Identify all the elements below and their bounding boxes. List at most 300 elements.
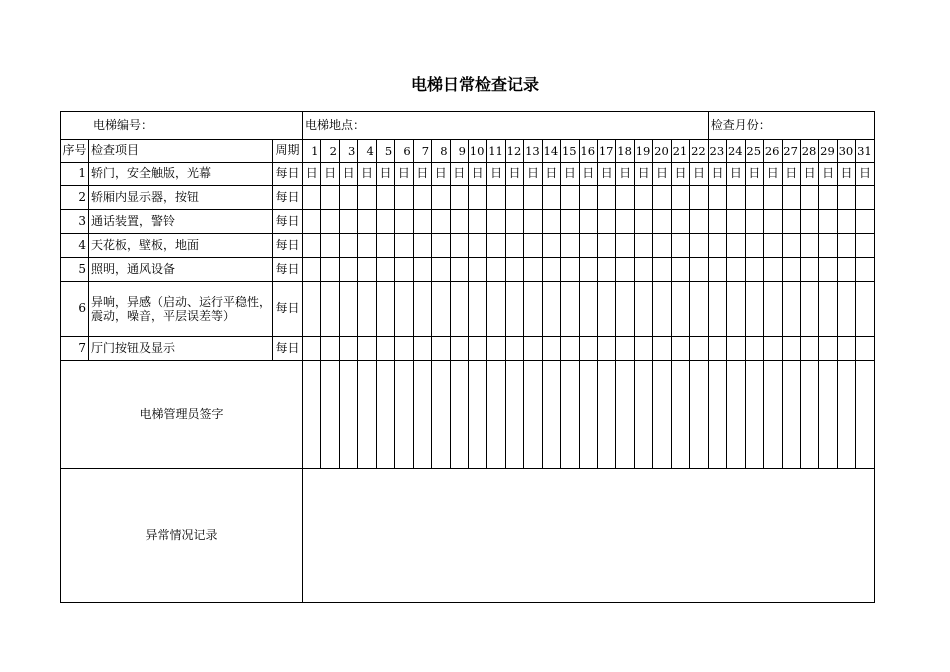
day-cell[interactable] xyxy=(616,234,634,258)
day-cell[interactable]: 日 xyxy=(303,163,321,186)
day-cell[interactable] xyxy=(708,258,726,282)
day-cell[interactable] xyxy=(819,258,837,282)
day-cell[interactable] xyxy=(800,337,818,361)
day-cell[interactable] xyxy=(634,186,652,210)
day-cell[interactable] xyxy=(487,234,505,258)
elevator-location-label: 电梯地点： xyxy=(303,112,709,140)
day-cell[interactable] xyxy=(413,282,431,337)
day-cell[interactable] xyxy=(782,282,800,337)
day-cell[interactable] xyxy=(450,282,468,337)
day-cell[interactable] xyxy=(432,210,450,234)
day-cell[interactable] xyxy=(561,210,579,234)
day-cell[interactable] xyxy=(303,210,321,234)
day-cell[interactable] xyxy=(524,282,542,337)
day-cell[interactable] xyxy=(819,282,837,337)
day-cell[interactable]: 日 xyxy=(634,163,652,186)
day-cell[interactable]: 日 xyxy=(782,163,800,186)
day-cell[interactable] xyxy=(376,210,394,234)
day-cell[interactable] xyxy=(616,210,634,234)
signature-day-cell[interactable] xyxy=(487,361,505,469)
day-cell[interactable] xyxy=(432,282,450,337)
day-cell[interactable]: 日 xyxy=(671,163,689,186)
signature-day-cell[interactable] xyxy=(303,361,321,469)
day-header: 10 xyxy=(468,140,486,163)
signature-day-cell[interactable] xyxy=(450,361,468,469)
day-cell[interactable] xyxy=(598,186,616,210)
day-cell[interactable] xyxy=(579,234,597,258)
day-cell[interactable] xyxy=(376,234,394,258)
elevator-number-label: 电梯编号： xyxy=(61,112,303,140)
day-cell[interactable] xyxy=(727,210,745,234)
day-cell[interactable] xyxy=(616,282,634,337)
table-row xyxy=(61,163,875,186)
day-cell[interactable] xyxy=(764,210,782,234)
day-cell[interactable] xyxy=(432,186,450,210)
day-cell[interactable]: 日 xyxy=(598,163,616,186)
day-cell[interactable] xyxy=(856,258,874,282)
day-cell[interactable] xyxy=(468,186,486,210)
day-cell[interactable] xyxy=(653,258,671,282)
signature-day-cell[interactable] xyxy=(579,361,597,469)
day-cell[interactable]: 日 xyxy=(653,163,671,186)
day-cell[interactable] xyxy=(561,186,579,210)
day-header: 31 xyxy=(856,140,874,163)
check-cycle: 每日 xyxy=(273,186,303,210)
day-cell[interactable] xyxy=(598,234,616,258)
day-cell[interactable] xyxy=(321,337,339,361)
signature-day-cell[interactable] xyxy=(321,361,339,469)
signature-day-cell[interactable] xyxy=(598,361,616,469)
day-cell[interactable] xyxy=(634,210,652,234)
day-cell[interactable]: 日 xyxy=(708,163,726,186)
day-header: 4 xyxy=(358,140,376,163)
day-cell[interactable] xyxy=(745,234,763,258)
day-header: 11 xyxy=(487,140,505,163)
day-cell[interactable] xyxy=(856,282,874,337)
day-cell[interactable] xyxy=(856,234,874,258)
day-cell[interactable]: 日 xyxy=(616,163,634,186)
day-cell[interactable] xyxy=(819,186,837,210)
table-row xyxy=(61,282,875,337)
signature-day-cell[interactable] xyxy=(653,361,671,469)
day-cell[interactable] xyxy=(339,337,357,361)
day-cell[interactable]: 日 xyxy=(468,163,486,186)
day-cell[interactable] xyxy=(616,186,634,210)
day-cell[interactable] xyxy=(745,258,763,282)
day-cell[interactable] xyxy=(339,282,357,337)
day-cell[interactable] xyxy=(800,258,818,282)
signature-day-cell[interactable] xyxy=(358,361,376,469)
day-header: 7 xyxy=(413,140,431,163)
day-cell[interactable]: 日 xyxy=(450,163,468,186)
day-cell[interactable] xyxy=(542,282,560,337)
day-cell[interactable] xyxy=(837,234,855,258)
day-cell[interactable] xyxy=(856,210,874,234)
day-cell[interactable] xyxy=(413,258,431,282)
day-cell[interactable] xyxy=(837,258,855,282)
day-cell[interactable] xyxy=(339,234,357,258)
day-cell[interactable] xyxy=(303,258,321,282)
inspection-table xyxy=(60,111,875,603)
day-header: 29 xyxy=(819,140,837,163)
day-cell[interactable] xyxy=(358,337,376,361)
day-cell[interactable] xyxy=(561,337,579,361)
day-cell[interactable] xyxy=(395,258,413,282)
signature-day-cell[interactable] xyxy=(837,361,855,469)
day-cell[interactable] xyxy=(708,234,726,258)
day-cell[interactable] xyxy=(800,210,818,234)
day-header: 8 xyxy=(432,140,450,163)
day-cell[interactable]: 日 xyxy=(413,163,431,186)
day-cell[interactable] xyxy=(708,282,726,337)
day-cell[interactable] xyxy=(413,186,431,210)
day-cell[interactable] xyxy=(358,210,376,234)
signature-day-cell[interactable] xyxy=(745,361,763,469)
signature-day-cell[interactable] xyxy=(782,361,800,469)
day-cell[interactable] xyxy=(690,210,709,234)
day-cell[interactable] xyxy=(727,234,745,258)
day-cell[interactable] xyxy=(487,186,505,210)
day-cell[interactable] xyxy=(303,337,321,361)
signature-row xyxy=(61,361,875,469)
day-cell[interactable] xyxy=(321,210,339,234)
check-item: 轿厢内显示器，按钮 xyxy=(89,186,273,210)
day-cell[interactable] xyxy=(690,186,709,210)
day-cell[interactable] xyxy=(358,234,376,258)
day-cell[interactable] xyxy=(653,282,671,337)
abnormal-label: 异常情况记录 xyxy=(61,469,303,603)
day-cell[interactable] xyxy=(782,337,800,361)
signature-day-cell[interactable] xyxy=(339,361,357,469)
day-header: 28 xyxy=(800,140,818,163)
day-cell[interactable] xyxy=(303,282,321,337)
day-cell[interactable] xyxy=(505,234,523,258)
day-cell[interactable] xyxy=(616,337,634,361)
day-cell[interactable] xyxy=(671,234,689,258)
day-cell[interactable] xyxy=(505,282,523,337)
day-cell[interactable] xyxy=(450,337,468,361)
day-cell[interactable] xyxy=(634,258,652,282)
check-item: 轿门，安全触版，光幕 xyxy=(89,163,273,186)
day-cell[interactable] xyxy=(690,234,709,258)
signature-day-cell[interactable] xyxy=(616,361,634,469)
day-cell[interactable]: 日 xyxy=(321,163,339,186)
day-cell[interactable]: 日 xyxy=(432,163,450,186)
day-cell[interactable]: 日 xyxy=(395,163,413,186)
day-cell[interactable] xyxy=(303,234,321,258)
day-cell[interactable] xyxy=(413,210,431,234)
day-cell[interactable] xyxy=(450,210,468,234)
day-header: 16 xyxy=(579,140,597,163)
day-cell[interactable] xyxy=(764,282,782,337)
day-cell[interactable] xyxy=(542,234,560,258)
day-cell[interactable] xyxy=(339,258,357,282)
day-header: 23 xyxy=(708,140,726,163)
day-cell[interactable] xyxy=(653,337,671,361)
day-cell[interactable]: 日 xyxy=(524,163,542,186)
day-cell[interactable] xyxy=(321,282,339,337)
day-cell[interactable] xyxy=(505,210,523,234)
day-cell[interactable] xyxy=(561,282,579,337)
day-cell[interactable] xyxy=(690,258,709,282)
signature-day-cell[interactable] xyxy=(432,361,450,469)
signature-day-cell[interactable] xyxy=(561,361,579,469)
day-cell[interactable] xyxy=(468,234,486,258)
day-cell[interactable] xyxy=(764,234,782,258)
day-cell[interactable] xyxy=(395,282,413,337)
day-cell[interactable]: 日 xyxy=(487,163,505,186)
day-cell[interactable] xyxy=(505,258,523,282)
day-header: 2 xyxy=(321,140,339,163)
day-cell[interactable] xyxy=(708,337,726,361)
day-cell[interactable] xyxy=(800,234,818,258)
day-header: 20 xyxy=(653,140,671,163)
day-cell[interactable] xyxy=(487,337,505,361)
day-cell[interactable] xyxy=(321,186,339,210)
row-number: 2 xyxy=(61,186,89,210)
day-cell[interactable] xyxy=(764,258,782,282)
signature-day-cell[interactable] xyxy=(856,361,874,469)
day-cell[interactable] xyxy=(745,337,763,361)
day-cell[interactable] xyxy=(727,258,745,282)
day-cell[interactable] xyxy=(671,282,689,337)
day-header: 14 xyxy=(542,140,560,163)
day-cell[interactable] xyxy=(837,186,855,210)
day-cell[interactable] xyxy=(395,337,413,361)
check-cycle: 每日 xyxy=(273,234,303,258)
day-cell[interactable] xyxy=(376,282,394,337)
day-cell[interactable] xyxy=(487,282,505,337)
day-cell[interactable] xyxy=(579,210,597,234)
row-number: 4 xyxy=(61,234,89,258)
day-cell[interactable] xyxy=(579,258,597,282)
day-cell[interactable] xyxy=(745,186,763,210)
day-cell[interactable] xyxy=(432,258,450,282)
day-cell[interactable] xyxy=(413,337,431,361)
day-cell[interactable] xyxy=(764,186,782,210)
signature-day-cell[interactable] xyxy=(505,361,523,469)
day-cell[interactable] xyxy=(468,210,486,234)
day-cell[interactable] xyxy=(856,337,874,361)
day-cell[interactable] xyxy=(505,337,523,361)
table-row xyxy=(61,186,875,210)
day-cell[interactable]: 日 xyxy=(542,163,560,186)
day-cell[interactable] xyxy=(579,282,597,337)
day-cell[interactable] xyxy=(303,186,321,210)
day-cell[interactable] xyxy=(376,258,394,282)
day-cell[interactable]: 日 xyxy=(819,163,837,186)
day-cell[interactable] xyxy=(413,234,431,258)
day-cell[interactable] xyxy=(579,186,597,210)
day-cell[interactable] xyxy=(634,337,652,361)
signature-day-cell[interactable] xyxy=(708,361,726,469)
check-cycle: 每日 xyxy=(273,210,303,234)
day-cell[interactable] xyxy=(671,210,689,234)
day-cell[interactable] xyxy=(727,186,745,210)
day-cell[interactable] xyxy=(800,186,818,210)
row-number: 7 xyxy=(61,337,89,361)
day-cell[interactable] xyxy=(653,186,671,210)
check-item: 厅门按钮及显示 xyxy=(89,337,273,361)
day-cell[interactable] xyxy=(671,337,689,361)
abnormal-row xyxy=(61,469,875,603)
day-header: 6 xyxy=(395,140,413,163)
day-cell[interactable] xyxy=(468,337,486,361)
check-cycle: 每日 xyxy=(273,258,303,282)
day-cell[interactable]: 日 xyxy=(764,163,782,186)
day-cell[interactable]: 日 xyxy=(579,163,597,186)
day-cell[interactable] xyxy=(358,186,376,210)
check-item: 通话装置，警铃 xyxy=(89,210,273,234)
day-cell[interactable]: 日 xyxy=(800,163,818,186)
day-cell[interactable]: 日 xyxy=(856,163,874,186)
day-cell[interactable] xyxy=(745,210,763,234)
day-cell[interactable] xyxy=(524,186,542,210)
day-cell[interactable] xyxy=(450,234,468,258)
day-cell[interactable] xyxy=(708,186,726,210)
day-cell[interactable] xyxy=(561,234,579,258)
day-cell[interactable] xyxy=(837,210,855,234)
signature-day-cell[interactable] xyxy=(634,361,652,469)
day-cell[interactable] xyxy=(432,234,450,258)
signature-day-cell[interactable] xyxy=(671,361,689,469)
day-cell[interactable] xyxy=(782,234,800,258)
day-cell[interactable] xyxy=(764,337,782,361)
day-cell[interactable] xyxy=(819,210,837,234)
day-cell[interactable] xyxy=(376,186,394,210)
day-cell[interactable]: 日 xyxy=(690,163,709,186)
day-cell[interactable] xyxy=(358,258,376,282)
signature-day-cell[interactable] xyxy=(819,361,837,469)
day-cell[interactable] xyxy=(727,282,745,337)
day-header: 24 xyxy=(727,140,745,163)
day-cell[interactable] xyxy=(671,186,689,210)
day-cell[interactable] xyxy=(671,258,689,282)
day-cell[interactable] xyxy=(468,282,486,337)
signature-day-cell[interactable] xyxy=(727,361,745,469)
row-number: 3 xyxy=(61,210,89,234)
day-header: 5 xyxy=(376,140,394,163)
day-cell[interactable] xyxy=(561,258,579,282)
day-header: 27 xyxy=(782,140,800,163)
row-number: 1 xyxy=(61,163,89,186)
day-cell[interactable] xyxy=(376,337,394,361)
day-cell[interactable] xyxy=(487,210,505,234)
table-row xyxy=(61,210,875,234)
day-cell[interactable] xyxy=(524,258,542,282)
signature-day-cell[interactable] xyxy=(542,361,560,469)
day-cell[interactable]: 日 xyxy=(561,163,579,186)
signature-day-cell[interactable] xyxy=(524,361,542,469)
day-cell[interactable]: 日 xyxy=(727,163,745,186)
day-cell[interactable] xyxy=(432,337,450,361)
day-cell[interactable] xyxy=(524,210,542,234)
signature-day-cell[interactable] xyxy=(468,361,486,469)
day-header: 9 xyxy=(450,140,468,163)
day-cell[interactable]: 日 xyxy=(745,163,763,186)
day-cell[interactable] xyxy=(524,337,542,361)
day-cell[interactable] xyxy=(782,186,800,210)
abnormal-record-area[interactable] xyxy=(303,469,875,603)
day-cell[interactable] xyxy=(339,210,357,234)
day-cell[interactable] xyxy=(542,186,560,210)
day-cell[interactable] xyxy=(339,186,357,210)
day-cell[interactable] xyxy=(579,337,597,361)
day-cell[interactable] xyxy=(598,282,616,337)
day-cell[interactable] xyxy=(542,337,560,361)
day-cell[interactable] xyxy=(653,234,671,258)
day-cell[interactable] xyxy=(634,234,652,258)
day-cell[interactable] xyxy=(837,337,855,361)
day-cell[interactable] xyxy=(468,258,486,282)
day-cell[interactable] xyxy=(598,258,616,282)
day-cell[interactable] xyxy=(634,282,652,337)
signature-day-cell[interactable] xyxy=(764,361,782,469)
day-cell[interactable] xyxy=(727,337,745,361)
check-item: 照明，通风设备 xyxy=(89,258,273,282)
day-cell[interactable] xyxy=(598,337,616,361)
check-item: 异响，异感（启动、运行平稳性，震动，噪音，平层误差等） xyxy=(89,282,273,337)
day-cell[interactable] xyxy=(505,186,523,210)
day-cell[interactable] xyxy=(616,258,634,282)
day-cell[interactable] xyxy=(690,282,709,337)
signature-day-cell[interactable] xyxy=(413,361,431,469)
row-number: 6 xyxy=(61,282,89,337)
day-cell[interactable] xyxy=(598,210,616,234)
day-cell[interactable] xyxy=(395,234,413,258)
day-cell[interactable] xyxy=(837,282,855,337)
day-cell[interactable]: 日 xyxy=(358,163,376,186)
signature-day-cell[interactable] xyxy=(376,361,394,469)
day-cell[interactable] xyxy=(782,210,800,234)
day-cell[interactable] xyxy=(856,186,874,210)
day-header: 13 xyxy=(524,140,542,163)
day-cell[interactable] xyxy=(708,210,726,234)
day-cell[interactable] xyxy=(524,234,542,258)
day-cell[interactable] xyxy=(819,337,837,361)
day-cell[interactable] xyxy=(653,210,671,234)
day-cell[interactable] xyxy=(690,337,709,361)
day-cell[interactable] xyxy=(819,234,837,258)
day-cell[interactable] xyxy=(542,210,560,234)
day-cell[interactable] xyxy=(358,282,376,337)
signature-day-cell[interactable] xyxy=(690,361,709,469)
day-cell[interactable] xyxy=(321,234,339,258)
day-cell[interactable] xyxy=(745,282,763,337)
day-header: 21 xyxy=(671,140,689,163)
signature-label: 电梯管理员签字 xyxy=(61,361,303,469)
day-cell[interactable] xyxy=(782,258,800,282)
day-header: 15 xyxy=(561,140,579,163)
signature-day-cell[interactable] xyxy=(395,361,413,469)
row-number: 5 xyxy=(61,258,89,282)
day-cell[interactable] xyxy=(487,258,505,282)
day-cell[interactable] xyxy=(395,210,413,234)
check-cycle: 每日 xyxy=(273,337,303,361)
signature-day-cell[interactable] xyxy=(800,361,818,469)
day-cell[interactable]: 日 xyxy=(339,163,357,186)
day-cell[interactable] xyxy=(450,258,468,282)
column-header-row xyxy=(61,140,875,163)
day-cell[interactable]: 日 xyxy=(505,163,523,186)
day-cell[interactable] xyxy=(542,258,560,282)
day-cell[interactable] xyxy=(450,186,468,210)
day-cell[interactable] xyxy=(395,186,413,210)
day-cell[interactable] xyxy=(800,282,818,337)
day-cell[interactable] xyxy=(321,258,339,282)
day-cell[interactable]: 日 xyxy=(837,163,855,186)
day-cell[interactable]: 日 xyxy=(376,163,394,186)
